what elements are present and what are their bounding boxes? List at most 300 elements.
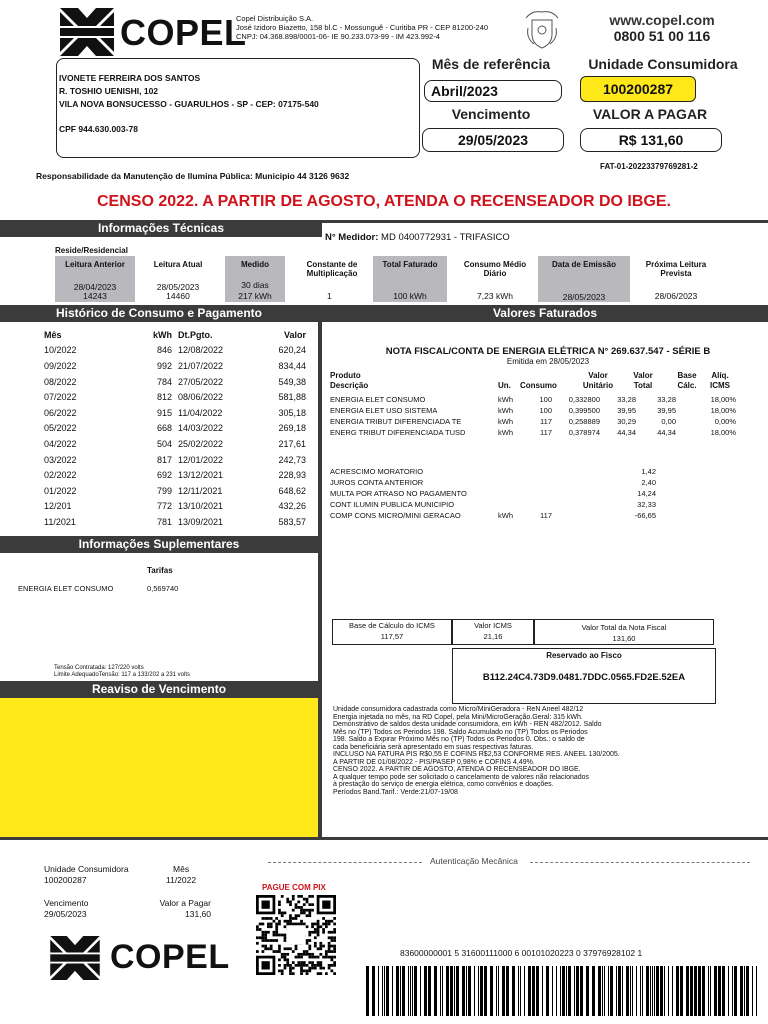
vencimento-label: Vencimento bbox=[451, 106, 531, 122]
barcode-bar bbox=[560, 966, 561, 1016]
vf-extras-table bbox=[330, 466, 656, 521]
history-cell: 242,73 bbox=[278, 454, 306, 465]
history-row bbox=[44, 389, 306, 405]
history-row bbox=[44, 358, 306, 374]
vf-item-cell: 18,00% bbox=[710, 395, 736, 404]
barcode-bar bbox=[372, 966, 375, 1016]
stub-mes-value: 11/2022 bbox=[166, 875, 197, 885]
history-cell: 11/04/2022 bbox=[178, 407, 223, 418]
barcode-bar bbox=[698, 966, 701, 1016]
vf-item-cell: ENERGIA ELET CONSUMO bbox=[330, 395, 426, 404]
consumo-medio: 7,23 kWh bbox=[477, 291, 513, 301]
message-line: Demonstrativo de saldos desta unidade consumidora, em kWh - REN 482/2012. Saldo bbox=[333, 721, 602, 728]
barcode-bar bbox=[462, 966, 465, 1016]
history-cell: 12/201 bbox=[44, 501, 72, 512]
barcode-bar bbox=[752, 966, 753, 1016]
copel-logo-bottom-icon bbox=[50, 936, 100, 980]
barcode-bar bbox=[656, 966, 659, 1016]
history-cell: 692 bbox=[156, 470, 172, 481]
message-line: Energia injetada no mês, na RD Copel, pela Mini/MicroGeração.Geral: 315 kWh. bbox=[333, 713, 583, 721]
fisco-box bbox=[452, 648, 716, 704]
barcode-bar bbox=[498, 966, 499, 1016]
website[interactable]: www.copel.com bbox=[609, 12, 715, 28]
barcode-bar bbox=[602, 966, 603, 1016]
barcode-bar bbox=[626, 966, 629, 1016]
tech-col-label: Leitura Anterior bbox=[65, 260, 125, 269]
vf-item-row bbox=[330, 405, 736, 416]
history-header: Mês bbox=[44, 329, 62, 340]
nf-title: NOTA FISCAL/CONTA DE ENERGIA ELÉTRICA N° 269.637.547 - SÉRIE B bbox=[385, 346, 711, 357]
valor-nf-box bbox=[534, 619, 714, 645]
vf-item-cell: kWh bbox=[498, 406, 513, 415]
vf-extra-cell: 2,40 bbox=[641, 478, 656, 487]
barcode-bar bbox=[542, 966, 543, 1016]
vf-extra-cell: 32,33 bbox=[637, 500, 656, 509]
vf-header-valor-total: Valor bbox=[633, 371, 653, 380]
barcode-bar bbox=[660, 966, 663, 1016]
message-line: cada beneficiária será apresentado em suas respectivas faturas. bbox=[333, 743, 534, 751]
vf-item-cell: 117 bbox=[540, 428, 552, 437]
barcode-bar bbox=[640, 966, 641, 1016]
history-cell: 11/2021 bbox=[44, 516, 76, 527]
tarifa-value: 0,569740 bbox=[147, 584, 179, 593]
vf-item-cell: ENERGIA ELET USO SISTEMA bbox=[330, 406, 438, 415]
company-address: José Izidoro Biazetto, 158 bl.C - Mossunguê - Curitiba PR - CEP 81200-240 bbox=[236, 23, 489, 32]
barcode-bar bbox=[428, 966, 431, 1016]
leitura-atual-date: 28/05/2023 bbox=[156, 282, 200, 292]
vf-header-aliq: Alíq. bbox=[711, 371, 729, 380]
history-row bbox=[44, 436, 306, 452]
vf-extra-cell: -66,65 bbox=[634, 511, 656, 520]
message-line: Unidade consumidora cadastrada como Micro/MiniGeradora - ReN Aneel 482/12 bbox=[333, 706, 584, 713]
vf-item-cell: 100 bbox=[539, 395, 552, 404]
copel-wordmark-bottom: COPEL bbox=[110, 938, 230, 976]
history-row bbox=[44, 483, 306, 499]
vf-extra-cell bbox=[520, 466, 552, 477]
barcode-bar bbox=[366, 966, 369, 1016]
vf-extra-cell: COMP CONS MICRO/MINI GERACAO bbox=[330, 511, 461, 520]
customer-name: IVONETE FERREIRA DOS SANTOS bbox=[59, 73, 201, 83]
customer-street: R. TOSHIO UENISHI, 102 bbox=[59, 86, 159, 96]
history-body bbox=[44, 343, 306, 530]
vf-item-cell: 30,29 bbox=[617, 417, 636, 426]
barcode-bar bbox=[668, 966, 669, 1016]
message-line: A qualquer tempo pode ser solicitado o cancelamento de valores não relacionados bbox=[333, 773, 590, 781]
barcode-bar bbox=[512, 966, 515, 1016]
vf-extra-cell bbox=[498, 488, 520, 499]
barcode-bar bbox=[412, 966, 413, 1016]
supl-title: Informações Suplementares bbox=[0, 536, 318, 553]
vf-extra-cell bbox=[520, 488, 552, 499]
leitura-anterior-date: 28/04/2023 bbox=[73, 282, 117, 292]
barcode-bar bbox=[622, 966, 623, 1016]
barcode-bar bbox=[680, 966, 683, 1016]
barcode-bar bbox=[532, 966, 535, 1016]
tech-col-label: Leitura Atual bbox=[153, 260, 203, 269]
barcode-bar bbox=[740, 966, 743, 1016]
barcode-bar bbox=[518, 966, 519, 1016]
vf-extras-body bbox=[330, 466, 656, 521]
mes-referencia-label: Mês de referência bbox=[431, 56, 551, 72]
history-cell: 02/2022 bbox=[44, 470, 77, 481]
vf-header-base: Base bbox=[677, 371, 697, 380]
barcode-bar bbox=[734, 966, 737, 1016]
vf-item-cell: 117 bbox=[540, 417, 552, 426]
vf-item-cell: 0,258889 bbox=[568, 417, 600, 426]
pix-qr-code bbox=[256, 895, 336, 975]
barcode-bar bbox=[468, 966, 471, 1016]
vf-extra-cell bbox=[498, 466, 520, 477]
copel-logo-icon bbox=[60, 8, 114, 56]
fisco-label: Reservado ao Fisco bbox=[546, 651, 622, 660]
history-row bbox=[44, 514, 306, 530]
message-line: à prestação do serviço de energia elétrica, como convênios e doações. bbox=[333, 781, 554, 788]
vf-item-row bbox=[330, 416, 736, 427]
medidor-value: MD 0400772931 - TRIFASICO bbox=[381, 232, 510, 243]
barcode-bar bbox=[686, 966, 689, 1016]
barcode-bar bbox=[598, 966, 601, 1016]
history-cell: 13/09/2021 bbox=[178, 516, 224, 527]
barcode-bar bbox=[722, 966, 725, 1016]
tarifa-name: ENERGIA ELET CONSUMO bbox=[18, 584, 114, 593]
history-cell: 27/05/2022 bbox=[178, 376, 224, 387]
customer-box bbox=[56, 58, 420, 158]
history-row bbox=[44, 467, 306, 483]
barcode-bar bbox=[506, 966, 509, 1016]
history-header: Dt.Pgto. bbox=[178, 329, 213, 340]
barcode-bar bbox=[424, 966, 427, 1016]
history-cell: 549,38 bbox=[278, 376, 306, 387]
barcode-bar bbox=[714, 966, 717, 1016]
tech-col-label: Medido bbox=[241, 260, 269, 269]
barcode-bar bbox=[566, 966, 567, 1016]
tensao: Tensão Contratada: 127/220 volts bbox=[54, 665, 144, 671]
history-cell: 834,44 bbox=[278, 360, 306, 371]
base-icms-value: 117,57 bbox=[380, 632, 404, 641]
barcode-bar bbox=[490, 966, 493, 1016]
barcode-bar bbox=[400, 966, 401, 1016]
valor-nf-value: 131,60 bbox=[612, 634, 636, 643]
vf-item-cell: 18,00% bbox=[710, 428, 736, 437]
history-cell: 305,18 bbox=[278, 407, 306, 418]
valores-title: Valores Faturados bbox=[322, 305, 768, 322]
barcode-bar bbox=[524, 966, 525, 1016]
barcode-bar bbox=[454, 966, 455, 1016]
customer-district: VILA NOVA BONSUCESSO - GUARULHOS - SP - CEP: 07175-540 bbox=[59, 99, 319, 109]
tech-col-label: Total Faturado bbox=[382, 260, 438, 269]
message-line: 198. Saldo a Expirar Próximo Mês no (TP) Todos os Periodos 0. Obs.: o saldo de bbox=[333, 736, 585, 743]
data-emissao: 28/05/2023 bbox=[562, 292, 606, 302]
stub-uc-value: 100200287 bbox=[44, 875, 87, 885]
medido-kwh: 217 kWh bbox=[238, 291, 272, 301]
barcode-line: 83600000001 5 31600111000 6 00101020223 0 37976928102 1 bbox=[400, 948, 643, 958]
barcode-bar bbox=[450, 966, 453, 1016]
vf-header-total: Total bbox=[633, 381, 653, 390]
valor-icms-label: Valor ICMS bbox=[474, 621, 512, 630]
message-line: Mês no (TP) Todos os Periodos 198. Saldo Acumulado no (TP) Todos os Periodos bbox=[333, 728, 588, 736]
medidor-label: N° Medidor: bbox=[325, 232, 379, 243]
barcode-bar bbox=[528, 966, 531, 1016]
leitura-atual-val: 14460 bbox=[166, 291, 190, 301]
barcode-bar bbox=[408, 966, 409, 1016]
barcode bbox=[366, 966, 762, 1016]
barcode-bar bbox=[378, 966, 379, 1016]
vf-item-cell: 39,95 bbox=[617, 406, 636, 415]
history-cell: 09/2022 bbox=[44, 360, 77, 371]
vf-item-row bbox=[330, 394, 736, 405]
history-cell: 846 bbox=[156, 345, 172, 356]
history-row bbox=[44, 499, 306, 515]
history-cell: 668 bbox=[156, 423, 172, 434]
stub-uc bbox=[44, 864, 129, 886]
barcode-bar bbox=[474, 966, 475, 1016]
autenticacao-line-right bbox=[530, 862, 750, 863]
message-line: Períodos Band.Tarif.: Verde:21/07-19/08 bbox=[333, 788, 458, 796]
history-cell: 583,57 bbox=[278, 516, 306, 527]
history-cell: 12/11/2021 bbox=[178, 485, 223, 496]
vf-item-cell: 0,00% bbox=[714, 417, 736, 426]
vf-item-cell: kWh bbox=[498, 417, 513, 426]
history-row bbox=[44, 452, 306, 468]
barcode-bar bbox=[676, 966, 679, 1016]
barcode-bar bbox=[456, 966, 459, 1016]
mes-referencia-value: Abril/2023 bbox=[424, 80, 562, 102]
barcode-bar bbox=[694, 966, 697, 1016]
vf-header-descricao: Descrição bbox=[330, 381, 369, 390]
history-cell: 992 bbox=[156, 360, 172, 371]
vf-items-body bbox=[330, 394, 736, 438]
vf-extra-row bbox=[330, 477, 656, 488]
barcode-bar bbox=[466, 966, 467, 1016]
autenticacao-label: Autenticação Mecânica bbox=[430, 856, 518, 866]
history-cell: 04/2022 bbox=[44, 438, 77, 449]
bottom-divider bbox=[0, 837, 768, 840]
valor-nf-label: Valor Total da Nota Fiscal bbox=[581, 623, 667, 632]
history-cell: 12/08/2022 bbox=[178, 345, 224, 356]
customer-cpf: CPF 944.630.003-78 bbox=[59, 124, 138, 134]
barcode-bar bbox=[536, 966, 539, 1016]
vf-extra-cell: 1,42 bbox=[641, 467, 656, 476]
history-cell: 581,88 bbox=[278, 392, 306, 403]
history-header: Valor bbox=[283, 329, 306, 340]
barcode-bar bbox=[568, 966, 571, 1016]
history-cell: 620,24 bbox=[278, 345, 306, 356]
history-cell: 799 bbox=[156, 485, 172, 496]
vf-extra-cell: 117 bbox=[540, 511, 552, 520]
stub-venc bbox=[44, 898, 88, 920]
censo-banner: CENSO 2022. A PARTIR DE AGOSTO, ATENDA O RECENSEADOR DO IBGE. bbox=[96, 193, 671, 210]
barcode-bar bbox=[580, 966, 583, 1016]
copel-wordmark: COPEL bbox=[120, 12, 247, 53]
total-faturado: 100 kWh bbox=[393, 291, 427, 301]
vf-extra-cell: ACRESCIMO MORATORIO bbox=[330, 467, 424, 476]
vf-header-calc: Cálc. bbox=[677, 381, 697, 390]
tarifas-label: Tarifas bbox=[147, 566, 173, 575]
valor-icms-box bbox=[452, 619, 534, 645]
message-line: INCLUSO NA FATURA PIS R$0,55 E COFINS R$2,53 CONFORME RES. ANEEL 130/2005. bbox=[333, 751, 620, 758]
history-cell: 03/2022 bbox=[44, 454, 77, 465]
history-cell: 504 bbox=[156, 438, 172, 449]
barcode-bar bbox=[642, 966, 643, 1016]
history-cell: 05/2022 bbox=[44, 423, 77, 434]
vf-header-produto: Produto bbox=[330, 371, 361, 380]
history-cell: 07/2022 bbox=[44, 392, 77, 403]
barcode-bar bbox=[434, 966, 437, 1016]
medido-days: 30 dias bbox=[241, 280, 269, 290]
copel-logo bbox=[60, 8, 247, 56]
maintenance-note: Responsabilidade da Manutenção de Ilumina Pública: Municipio 44 3126 9632 bbox=[36, 171, 350, 181]
company-cnpj: CNPJ: 04.368.898/0001-06- IE 90.233.073-99 - IM 423.992-4 bbox=[236, 32, 440, 41]
tech-col-label: Próxima Leitura Prevista bbox=[645, 260, 707, 278]
barcode-bar bbox=[446, 966, 449, 1016]
valor-pagar-label: VALOR A PAGAR bbox=[592, 106, 708, 122]
barcode-bar bbox=[574, 966, 575, 1016]
message-line: A PARTIR DE 01/08/2022 - PIS/PASEP 0,98% e COFINS 4,49%. bbox=[333, 758, 535, 766]
vf-item-cell: ENERG TRIBUT DIFERENCIADA TUSD bbox=[330, 428, 466, 437]
history-cell: 14/03/2022 bbox=[178, 423, 224, 434]
barcode-bar bbox=[646, 966, 649, 1016]
vf-header-consumo: Consumo bbox=[520, 381, 557, 390]
constante: 1 bbox=[327, 291, 332, 301]
vf-extra-cell bbox=[520, 477, 552, 488]
barcode-bar bbox=[382, 966, 383, 1016]
vf-item-cell: 39,95 bbox=[657, 406, 676, 415]
barcode-bar bbox=[744, 966, 745, 1016]
vf-extra-row bbox=[330, 510, 656, 521]
reaviso-title: Reaviso de Vencimento bbox=[0, 681, 318, 698]
vf-extra-row bbox=[330, 488, 656, 499]
vf-item-cell: 18,00% bbox=[710, 406, 736, 415]
history-cell: 12/01/2022 bbox=[178, 454, 224, 465]
valor-pagar-value: R$ 131,60 bbox=[580, 128, 722, 152]
history-cell: 13/10/2021 bbox=[178, 501, 224, 512]
history-cell: 08/06/2022 bbox=[178, 392, 224, 403]
barcode-bar bbox=[414, 966, 417, 1016]
fisco-value: B112.24C4.73D9.0481.7DDC.0565.FD2E.52EA bbox=[482, 672, 686, 683]
vf-item-cell: 44,34 bbox=[657, 428, 676, 437]
history-row bbox=[44, 374, 306, 390]
vf-item-cell: 33,28 bbox=[657, 395, 676, 404]
history-cell: 08/2022 bbox=[44, 376, 77, 387]
contact-info bbox=[572, 12, 752, 44]
valor-icms-value: 21,16 bbox=[483, 632, 503, 641]
history-table bbox=[44, 327, 306, 530]
history-cell: 781 bbox=[156, 516, 172, 527]
history-cell: 269,18 bbox=[278, 423, 306, 434]
history-cell: 21/07/2022 bbox=[178, 360, 224, 371]
autenticacao-line bbox=[268, 862, 422, 863]
vf-extra-cell bbox=[498, 499, 520, 510]
history-row bbox=[44, 421, 306, 437]
parana-coat-of-arms-icon bbox=[524, 10, 560, 50]
barcode-bar bbox=[604, 966, 605, 1016]
base-icms-box bbox=[332, 619, 452, 645]
barcode-bar bbox=[632, 966, 633, 1016]
vf-item-cell: kWh bbox=[498, 428, 513, 437]
vf-header-unitario: Unitário bbox=[582, 381, 614, 390]
history-cell: 648,62 bbox=[278, 485, 306, 496]
vf-header-icms: ICMS bbox=[710, 381, 730, 390]
tech-title: Informações Técnicas bbox=[0, 220, 322, 237]
stub-mes-label: Mês bbox=[173, 864, 190, 874]
vf-extra-cell bbox=[520, 499, 552, 510]
barcode-bar bbox=[520, 966, 521, 1016]
copel-logo-bottom bbox=[50, 936, 230, 984]
company-info bbox=[236, 14, 526, 41]
barcode-bar bbox=[654, 966, 655, 1016]
barcode-bar bbox=[618, 966, 621, 1016]
barcode-bar bbox=[586, 966, 589, 1016]
messages-list bbox=[333, 706, 753, 796]
history-cell: 06/2022 bbox=[44, 407, 77, 418]
barcode-bar bbox=[556, 966, 557, 1016]
barcode-bar bbox=[396, 966, 399, 1016]
pix-label: PAGUE COM PIX bbox=[262, 883, 326, 892]
phone: 0800 51 00 116 bbox=[613, 28, 711, 44]
barcode-bar bbox=[664, 966, 665, 1016]
vencimento-value: 29/05/2023 bbox=[422, 128, 564, 152]
barcode-bar bbox=[756, 966, 757, 1016]
history-cell: 772 bbox=[156, 501, 172, 512]
barcode-bar bbox=[616, 966, 617, 1016]
vf-item-cell: ENERGIA TRIBUT DIFERENCIADA TE bbox=[330, 417, 462, 426]
stub-valor-value: 131,60 bbox=[185, 909, 211, 919]
history-cell: 817 bbox=[156, 454, 172, 465]
barcode-bar bbox=[652, 966, 653, 1016]
barcode-bar bbox=[546, 966, 549, 1016]
barcode-bar bbox=[562, 966, 565, 1016]
barcode-bar bbox=[630, 966, 631, 1016]
barcode-bar bbox=[710, 966, 711, 1016]
reaviso-box bbox=[0, 698, 318, 837]
barcode-bar bbox=[690, 966, 693, 1016]
vf-extra-row bbox=[330, 499, 656, 510]
limite: Limite AdequadoTensão: 117 a 133/202 a 231 volts bbox=[54, 672, 190, 678]
vf-items-table bbox=[330, 394, 736, 438]
vf-header-un: Un. bbox=[498, 381, 511, 390]
history-row bbox=[44, 405, 306, 421]
history-cell: 01/2022 bbox=[44, 485, 77, 496]
base-icms-label: Base de Cálculo do ICMS bbox=[349, 621, 435, 630]
barcode-bar bbox=[410, 966, 411, 1016]
history-cell: 432,26 bbox=[278, 501, 306, 512]
history-cell: 13/12/2021 bbox=[178, 470, 224, 481]
barcode-bar bbox=[552, 966, 553, 1016]
vf-item-cell: kWh bbox=[498, 395, 513, 404]
vf-item-row bbox=[330, 427, 736, 438]
vf-extra-row bbox=[330, 466, 656, 477]
history-header: kWh bbox=[153, 329, 172, 340]
barcode-bar bbox=[384, 966, 385, 1016]
stub-uc-label: Unidade Consumidora bbox=[44, 864, 129, 874]
vertical-divider bbox=[318, 305, 322, 837]
history-title: Histórico de Consumo e Pagamento bbox=[0, 305, 318, 322]
barcode-bar bbox=[392, 966, 393, 1016]
barcode-bar bbox=[442, 966, 443, 1016]
barcode-bar bbox=[502, 966, 505, 1016]
barcode-bar bbox=[592, 966, 595, 1016]
vf-item-cell: 100 bbox=[539, 406, 552, 415]
vf-item-cell: 44,34 bbox=[617, 428, 636, 437]
history-cell: 915 bbox=[156, 407, 172, 418]
history-cell: 217,61 bbox=[278, 438, 306, 449]
stub-venc-value: 29/05/2023 bbox=[44, 909, 87, 919]
vf-item-cell: 0,332800 bbox=[568, 395, 600, 404]
vf-item-cell: 0,378974 bbox=[568, 428, 600, 437]
class-label: Reside/Residencial bbox=[55, 246, 128, 255]
barcode-bar bbox=[386, 966, 389, 1016]
barcode-bar bbox=[636, 966, 637, 1016]
